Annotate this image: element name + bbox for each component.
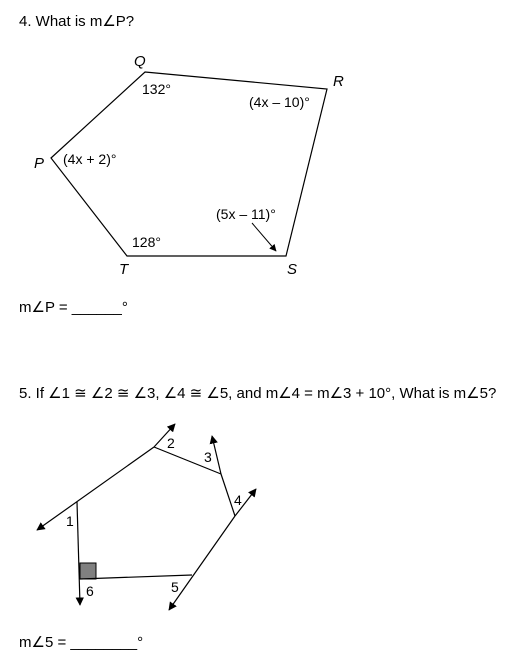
- angle-r-label: (4x – 10)°: [249, 94, 310, 110]
- angle-t-label: 128°: [132, 234, 161, 250]
- ray-3-upper: [212, 436, 221, 474]
- ray-1-6-vertical: [77, 502, 80, 605]
- angle-label-3: 3: [204, 449, 212, 465]
- angle-s-pointer-arrow: [252, 223, 276, 251]
- angle-label-4: 4: [234, 492, 242, 508]
- angle-label-6: 6: [86, 583, 94, 599]
- vertex-label-t: T: [119, 261, 129, 278]
- angle-label-5: 5: [171, 579, 179, 595]
- question-5-title: 5. If ∠1 ≅ ∠2 ≅ ∠3, ∠4 ≅ ∠5, and m∠4 = m∠3 + 10°, What is m∠5?: [19, 385, 497, 402]
- angle-p-label: (4x + 2)°: [63, 151, 117, 167]
- vertex-label-s: S: [287, 261, 298, 278]
- question-4-answer-prompt: m∠P = ______°: [19, 299, 128, 316]
- vertex-label-q: Q: [134, 53, 146, 70]
- question-4-title: 4. What is m∠P?: [19, 13, 135, 30]
- vertex-label-p: P: [34, 155, 45, 172]
- angle-q-label: 132°: [142, 81, 171, 97]
- angle-s-label: (5x – 11)°: [216, 206, 276, 222]
- angle-label-2: 2: [167, 435, 175, 451]
- angle-label-1: 1: [66, 513, 74, 529]
- ray-4-5-lower: [169, 516, 235, 610]
- vertex-label-r: R: [333, 73, 344, 90]
- segment-3-4: [221, 474, 235, 516]
- right-angle-marker: [80, 563, 96, 579]
- question-5-answer-prompt: m∠5 = ________°: [19, 634, 144, 651]
- ray-1-2-left: [37, 447, 154, 530]
